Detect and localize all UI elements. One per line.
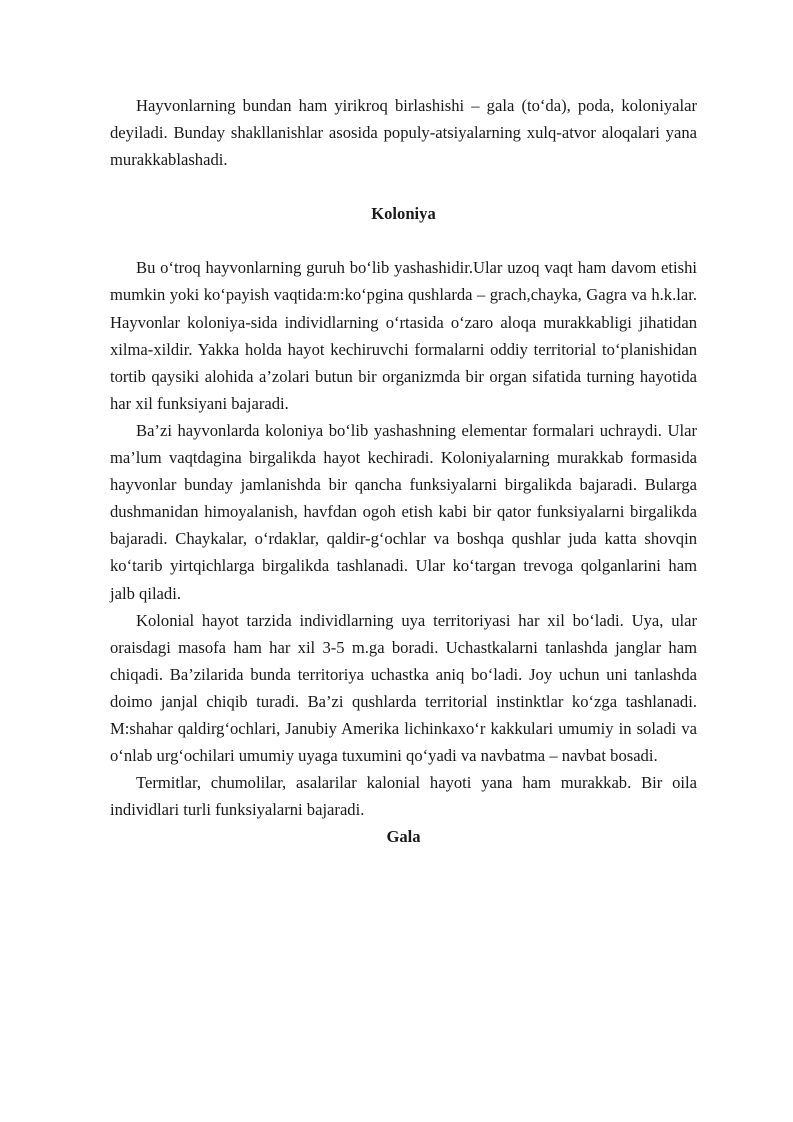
paragraph-koloniya-2: Ba’zi hayvonlarda koloniya bo‘lib yashashning elementar formalari uchraydi. Ular ma’lum vaqtdagina birgalikda hayot kechiradi. Koloniyalarning murakkab formasida hayvonlar bunday jamlanishda bir qancha funksiyalarni birgalikda bajaradi. Bularga dushmanidan himoyalanish, havfdan ogoh etish kabi bir qator funksiyalarni birgalikda bajaradi. Chaykalar, o‘rdaklar, qaldir-g‘ochlar va boshqa qushlar juda katta shovqin ko‘tarib yirtqichlarga birgalikda tashlanadi. Ular ko‘targan trevoga qolganlarini ham jalb qiladi. xyxy=(110,420,697,603)
document-page xyxy=(110,92,697,850)
paragraph-intro: Hayvonlarning bundan ham yirikroq birlashishi – gala (to‘da), poda, koloniyalar deyiladi. Bunday shakllanishlar asosida populy-atsiyalarning xulq-atvor aloqalari yana murakkablashadi. xyxy=(110,96,697,170)
section-heading-gala: Gala xyxy=(386,827,421,847)
paragraph-koloniya-1: Bu o‘troq hayvonlarning guruh bo‘lib yashashidir.Ular uzoq vaqt ham davom etishi mumkin yoki ko‘payish vaqtida:m:ko‘pgina qushlarda – grach,chayka, Gagra va h.k.lar. Hayvonlar koloniya-sida individlarning o‘rtasida o‘zaro aloqa murakkabligi jihatidan xilma-xildir. Yakka holda hayot kechiruvchi formalarni oddiy territorial to‘planishidan tortib qaysiki alohida a’zolari butun bir organizmda bir organ sifatida turning hayotida har xil funksiyani bajaradi. xyxy=(110,258,697,413)
section-heading-koloniya: Koloniya xyxy=(371,204,436,224)
paragraph-koloniya-3: Kolonial hayot tarzida individlarning uya territoriyasi har xil bo‘ladi. Uya, ular oraisdagi masofa ham har xil 3-5 m.ga boradi. Uchastkalarni tanlashda janglar ham chiqadi. Ba’zilarida bunda territoriya uchastka aniq bo‘ladi. Joy uchun uni tanlashda doimo janjal chiqib turadi. Ba’zi qushlarda territorial instinktlar ko‘zga tashlanadi. M:shahar qaldirg‘ochlari, Janubiy Amerika lichinkaxo‘r kakkulari umumiy in soladi va o‘nlab urg‘ochilari umumiy uyaga tuxumini qo‘yadi va navbatma – navbat bosadi. xyxy=(110,610,697,766)
paragraph-koloniya-4: Termitlar, chumolilar, asalarilar kalonial hayoti yana ham murakkab. Bir oila individlari turli funksiyalarni bajaradi. xyxy=(110,773,697,820)
